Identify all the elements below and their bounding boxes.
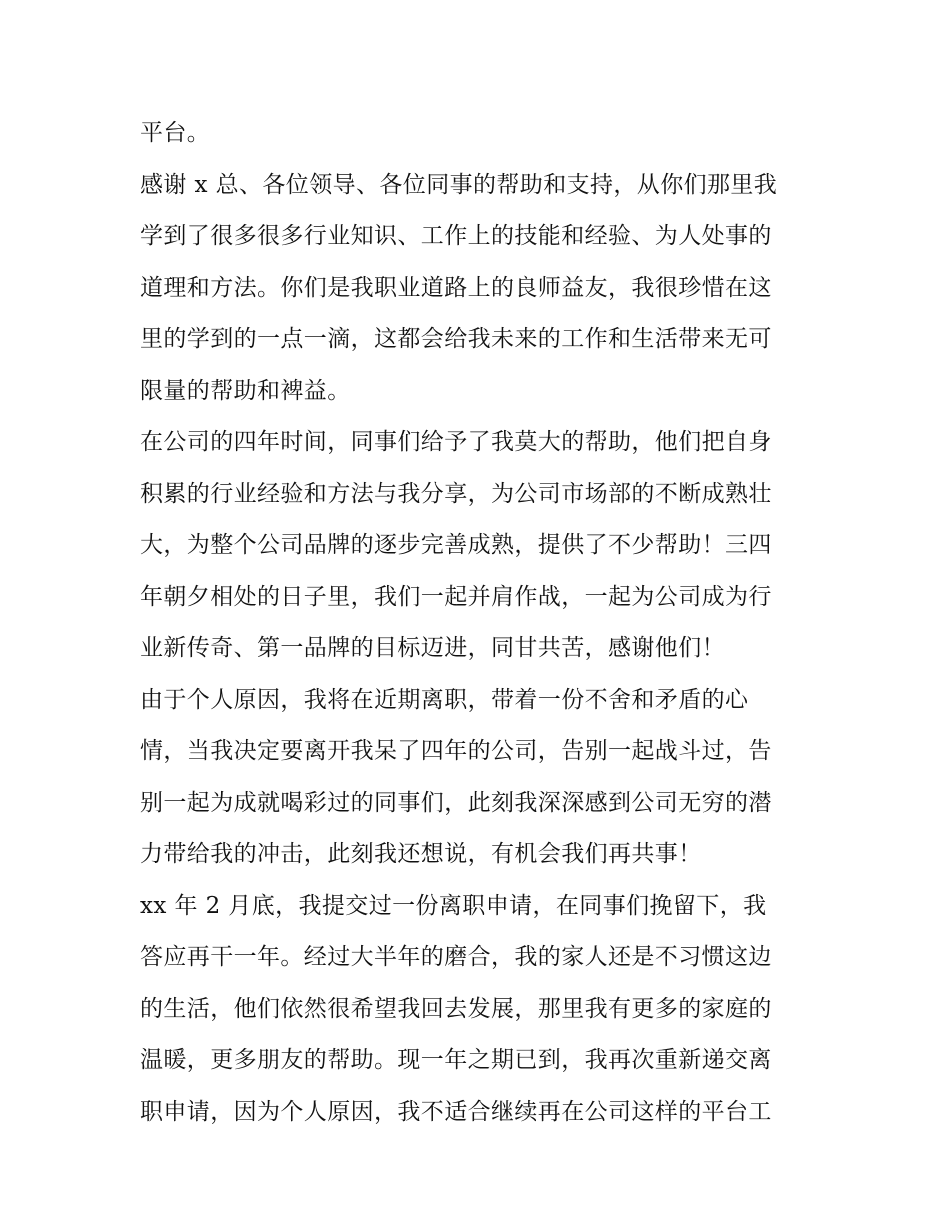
text-line: 学到了很多很多行业知识、工作上的技能和经验、为人处事的 <box>140 223 772 249</box>
text-line: 限量的帮助和裨益。 <box>140 377 351 404</box>
text-line: 在公司的四年时间，同事们给予了我莫大的帮助，他们把自身 <box>140 429 772 455</box>
text-line: 年朝夕相处的日子里，我们一起并肩作战，一起为公司成为行 <box>140 583 772 610</box>
text-line: 业新传奇、第一品牌的目标迈进，同甘共苦，感谢他们！ <box>140 635 725 661</box>
text-line: 力带给我的冲击，此刻我还想说，有机会我们再共事！ <box>140 841 702 867</box>
text-line: 的生活，他们依然很希望我回去发展，那里我有更多的家庭的 <box>140 995 772 1022</box>
text-line: 答应再干一年。经过大半年的磨合，我的家人还是不习惯这边 <box>140 944 772 970</box>
text-line: 别一起为成就喝彩过的同事们，此刻我深深感到公司无穷的潜 <box>140 789 772 816</box>
text-line: 道理和方法。你们是我职业道路上的良师益友，我很珍惜在这 <box>140 274 772 301</box>
text-line: 职申请，因为个人原因，我不适合继续再在公司这样的平台工 <box>140 1098 772 1125</box>
text-line: 由于个人原因，我将在近期离职，带着一份不舍和矛盾的心 <box>140 686 749 713</box>
text-line: 感谢 x 总、各位领导、各位同事的帮助和支持，从你们那里我 <box>140 171 778 198</box>
body-text <box>140 108 820 1138</box>
text-line: xx 年 2 月底，我提交过一份离职申请，在同事们挽留下，我 <box>140 892 767 919</box>
text-line: 温暖，更多朋友的帮助。现一年之期已到，我再次重新递交离 <box>140 1047 772 1073</box>
text-line: 大，为整个公司品牌的逐步完善成熟，提供了不少帮助！三四 <box>140 532 772 558</box>
text-line: 积累的行业经验和方法与我分享，为公司市场部的不断成熟壮 <box>140 480 772 507</box>
text-line: 情，当我决定要离开我呆了四年的公司，告别一起战斗过，告 <box>140 738 772 764</box>
text-line: 里的学到的一点一滴，这都会给我未来的工作和生活带来无可 <box>140 326 772 352</box>
text-line: 平台。 <box>140 120 211 146</box>
